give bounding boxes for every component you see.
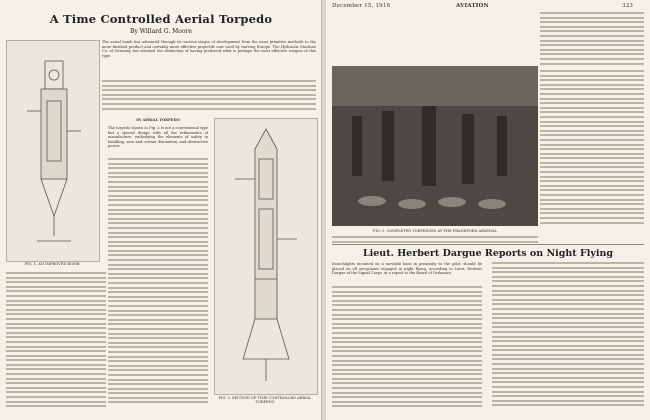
right-page	[326, 0, 650, 420]
issue-date: December 15, 1916	[332, 3, 391, 9]
bomb-illustration	[7, 41, 99, 261]
section-title: Lieut. Herbert Dargue Reports on Night Flying	[362, 248, 614, 259]
left-column-text	[6, 272, 106, 410]
figure-2-caption: FIG. 2. SECTION OF TIME CONTROLLED AERIAL TORPEDO	[218, 396, 312, 404]
page-number: 323	[622, 3, 634, 9]
article-title: A Time Controlled Aerial Torpedo	[49, 12, 273, 26]
photo-scene	[332, 66, 538, 226]
torpedo-section-illustration	[215, 119, 317, 394]
figure-1-caption: FIG. 1. AN IMPROVED BOMB	[24, 262, 80, 266]
torpedo-photograph	[332, 66, 538, 226]
section-right-column-text	[492, 262, 644, 409]
intro-text-continuation	[102, 80, 316, 112]
right-column-text	[540, 70, 644, 226]
torpedo-text: The torpedo shown in Fig. 2 is not a conventional type but a special design with all the refinements of manufacture, embodying the elements of safety in handling, sure and certain detonation, and destructive power.	[108, 126, 208, 149]
byline: By Willard G. Moore	[130, 28, 192, 35]
figure-1-bomb-drawing	[6, 40, 100, 262]
subhead: IN AERIAL TORPEDO	[136, 118, 180, 122]
publication-name: AVIATION	[456, 3, 489, 9]
intro-text: The aerial bomb has advanced through its various stages of development from the most primitive methods to the more finished product and certainly more effective projectile now used by warring Europe. The Hydraulic Machine Co. of Germany has attained the distinction of having produced what is perhaps the most effective weapon of this type.	[102, 40, 316, 58]
section-left-column-text	[332, 286, 482, 410]
left-page	[0, 0, 322, 420]
section-rule	[332, 244, 644, 245]
right-top-column-text	[540, 12, 644, 67]
figure-2-torpedo-section	[214, 118, 318, 395]
middle-column-text	[108, 158, 208, 406]
section-intro-text: Searchlights mounted on a movable base in proximity to the pilot, should be placed on all aeroplanes engaged in night flying, according to Lieut. Herbert Dargue of the Signal Corps, in a report to the Board of Ordnance.	[332, 262, 482, 276]
photo-caption: FIG. 3. COMPLETED TORPEDOES AT THE FRANKFORD ARSENAL	[372, 229, 498, 233]
